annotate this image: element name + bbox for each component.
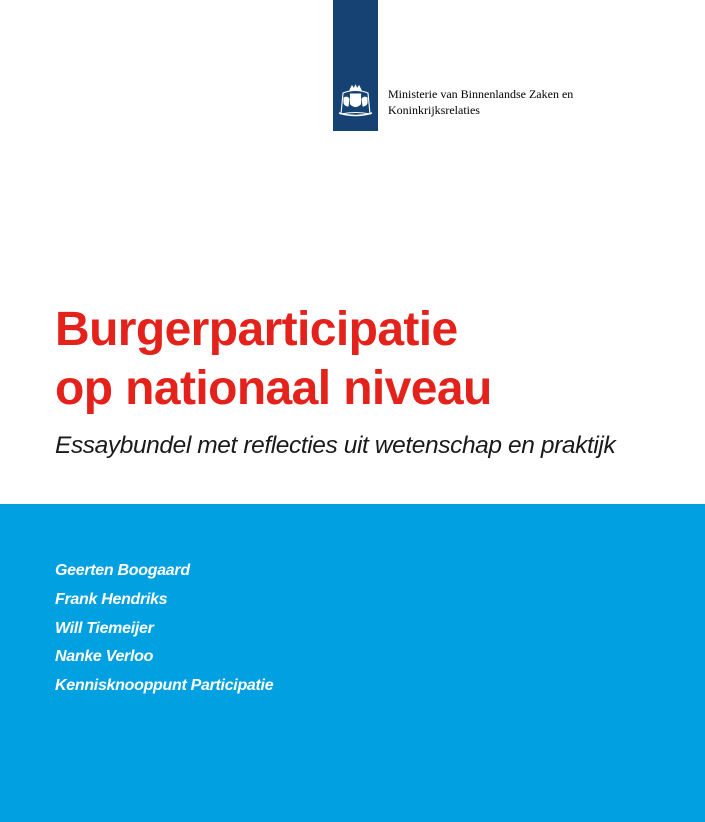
author-item: Kennisknooppunt Participatie	[55, 677, 274, 695]
title-line1: Burgerparticipatie	[55, 303, 458, 356]
title-line2: op nationaal niveau	[55, 362, 492, 415]
author-item: Frank Hendriks	[55, 590, 168, 608]
author-list	[55, 557, 273, 701]
author-item: Nanke Verloo	[55, 648, 154, 666]
coat-of-arms-icon	[335, 84, 376, 120]
cover-title	[55, 300, 492, 418]
ministry-name-line2: Koninkrijksrelaties	[388, 102, 480, 117]
logo-bar	[333, 0, 378, 131]
author-item: Geerten Boogaard	[55, 562, 190, 579]
ministry-name	[388, 87, 628, 118]
ministry-name-line1: Ministerie van Binnenlandse Zaken en	[388, 87, 574, 101]
author-item: Will Tiemeijer	[55, 619, 154, 637]
cover-subtitle: Essaybundel met reflecties uit wetenschap en praktijk	[55, 432, 616, 459]
